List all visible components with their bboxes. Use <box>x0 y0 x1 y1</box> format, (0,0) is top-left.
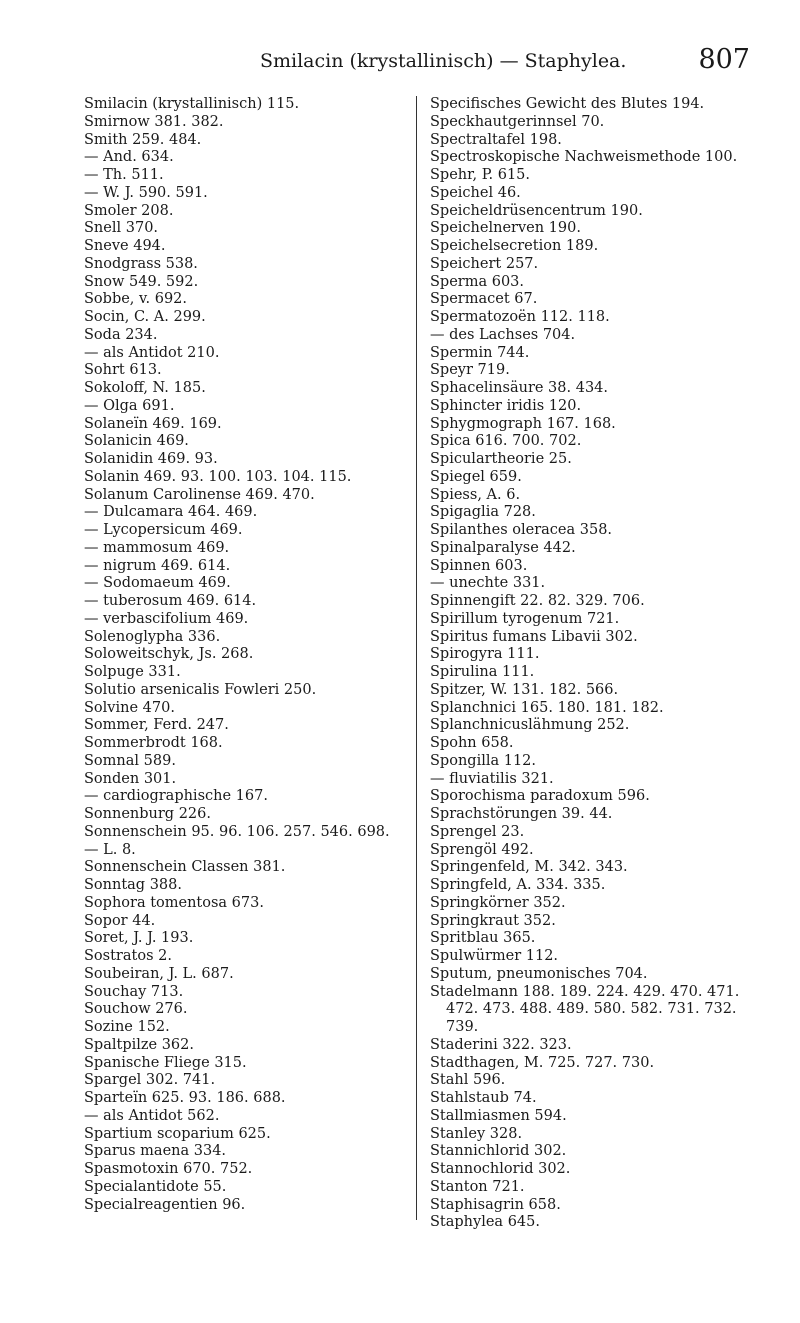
index-entry: — L. 8. <box>84 841 136 858</box>
index-entry: Spinnengift 22. 82. 329. 706. <box>430 593 645 609</box>
index-entry: Sphygmograph 167. 168. <box>430 415 616 432</box>
index-entry: Sputum, pneumonisches 704. <box>430 965 648 982</box>
index-entry: Spinnen 603. <box>430 557 528 574</box>
index-entry: — als Antidot 210. <box>84 344 220 361</box>
index-entry: Staderini 322. 323. <box>430 1036 572 1053</box>
index-entry: Spartium scoparium 625. <box>84 1125 271 1142</box>
index-entry: Spica 616. 700. 702. <box>430 433 582 450</box>
index-entry: Spirillum tyrogenum 721. <box>430 610 620 627</box>
index-entry: Spargel 302. 741. <box>84 1072 216 1089</box>
index-entry: Spritblau 365. <box>430 930 536 947</box>
index-entry: Springenfeld, M. 342. 343. <box>430 859 628 876</box>
index-entry: Speicheldrüsencentrum 190. <box>430 202 643 219</box>
index-entry: Sommerbrodt 168. <box>84 735 223 751</box>
index-entry: — Th. 511. <box>84 167 164 183</box>
index-entry: Smith 259. 484. <box>84 131 202 148</box>
index-entry: — tuberosum 469. 614. <box>84 593 257 609</box>
index-entry: Spirogyra 111. <box>430 646 540 663</box>
index-entry: Stanton 721. <box>430 1178 525 1195</box>
index-entry: Splanchnici 165. 180. 181. 182. <box>430 699 664 716</box>
index-entry: Sophora tomentosa 673. <box>84 894 264 911</box>
index-entry: — Lycopersicum 469. <box>84 522 243 538</box>
index-entry: Spirulina 111. <box>430 664 535 680</box>
index-entry: Springkörner 352. <box>430 894 566 911</box>
index-entry: Specifisches Gewicht des Blutes 194. <box>430 96 705 112</box>
index-entry: Spermin 744. <box>430 344 530 361</box>
index-entry: Spitzer, W. 131. 182. 566. <box>430 681 619 698</box>
index-entry: Sostratos 2. <box>84 948 172 964</box>
index-entry: Smilacin (krystallinisch) 115. <box>84 96 300 112</box>
index-entry: — Dulcamara 464. 469. <box>84 504 258 521</box>
index-entry: Springfeld, A. 334. 335. <box>430 877 606 893</box>
index-entry: Sokoloff, N. 185. <box>84 380 206 396</box>
index-entry: Spulwürmer 112. <box>430 948 559 964</box>
index-entry: — W. J. 590. 591. <box>84 184 208 201</box>
index-entry: — fluviatilis 321. <box>430 770 554 787</box>
index-entry: Specialantidote 55. <box>84 1178 227 1195</box>
index-entry: Somnal 589. <box>84 752 176 769</box>
index-entry: — unechte 331. <box>430 575 546 592</box>
index-entry: Soda 234. <box>84 326 158 343</box>
index-entry: Spermacet 67. <box>430 291 538 308</box>
index-entry: Solanin 469. 93. 100. 103. 104. 115. <box>84 468 352 485</box>
index-entry: Spermatozoën 112. 118. <box>430 309 610 325</box>
index-entry: Spiess, A. 6. <box>430 486 521 503</box>
index-entry: Snow 549. 592. <box>84 273 199 290</box>
index-entry: Sprachstörungen 39. 44. <box>430 806 613 822</box>
index-entry: Smoler 208. <box>84 202 174 219</box>
index-entry: Speichel 46. <box>430 184 521 201</box>
index-entry: Smirnow 381. 382. <box>84 113 224 130</box>
index-entry: Soloweitschyk, Js. 268. <box>84 646 254 663</box>
index-entry: Solanum Carolinense 469. 470. <box>84 486 315 503</box>
index-entry: Sphacelinsäure 38. 434. <box>430 380 609 396</box>
index-entry: Speichelnerven 190. <box>430 220 581 237</box>
index-entry: Spiculartheorie 25. <box>430 451 572 467</box>
index-entry: Stahlstaub 74. <box>430 1090 537 1106</box>
index-entry: Sommer, Ferd. 247. <box>84 717 229 734</box>
index-entry: Sperma 603. <box>430 273 525 290</box>
index-entry: Spilanthes oleracea 358. <box>430 522 613 538</box>
index-entry: Spectroskopische Nachweismethode 100. <box>430 149 738 166</box>
index-entry: Specialreagentien 96. <box>84 1196 246 1213</box>
index-entry: Stadthagen, M. 725. 727. 730. <box>430 1054 655 1071</box>
index-entry: Stannochlorid 302. <box>430 1161 571 1177</box>
index-entry: Sobbe, v. 692. <box>84 291 188 308</box>
index-entry: Stallmiasmen 594. <box>430 1107 567 1124</box>
index-entry: Sparteïn 625. 93. 186. 688. <box>84 1090 286 1106</box>
index-entry: Staphisagrin 658. <box>430 1196 561 1213</box>
index-entry: Spiritus fumans Libavii 302. <box>430 628 638 645</box>
index-entry: Spiegel 659. <box>430 468 522 485</box>
index-entry: Solpuge 331. <box>84 664 181 680</box>
index-entry: Sonden 301. <box>84 770 177 787</box>
index-entry: Sprengel 23. <box>430 823 525 840</box>
index-entry: Splanchnicuslähmung 252. <box>430 717 630 734</box>
column-divider <box>416 96 417 1220</box>
index-entry: Speichert 257. <box>430 255 539 272</box>
index-entry: Spanische Fliege 315. <box>84 1054 247 1071</box>
index-entry: Spinalparalyse 442. <box>430 539 576 556</box>
index-entry: Souchay 713. <box>84 983 184 1000</box>
index-entry: — verbascifolium 469. <box>84 610 249 627</box>
index-entry: Spongilla 112. <box>430 752 537 769</box>
index-entry: Sphincter iridis 120. <box>430 397 582 414</box>
index-entry: Stadelmann 188. 189. 224. 429. 470. 471. 472. 473. 488. 489. 580. 582. 731. 732. 739. <box>430 983 740 1035</box>
index-entry: Sparus maena 334. <box>84 1143 227 1160</box>
index-entry: Spehr, P. 615. <box>430 167 531 183</box>
index-entry: Solvine 470. <box>84 699 175 716</box>
index-entry: — cardiographische 167. <box>84 788 268 805</box>
index-entry: Sohrt 613. <box>84 362 162 379</box>
index-entry: Spohn 658. <box>430 735 514 751</box>
index-entry: Stahl 596. <box>430 1072 506 1089</box>
index-entry: Spaltpilze 362. <box>84 1036 194 1053</box>
index-entry: — des Lachses 704. <box>430 326 576 343</box>
index-entry: Sprengöl 492. <box>430 841 534 858</box>
index-entry: Sonnenschein 95. 96. 106. 257. 546. 698. <box>84 823 390 840</box>
index-entry: Soubeiran, J. L. 687. <box>84 965 234 982</box>
index-entry: Spigaglia 728. <box>430 504 536 521</box>
index-entry: Stanley 328. <box>430 1125 523 1142</box>
running-title: Smilacin (krystallinisch) — Staphylea. <box>260 50 627 72</box>
index-entry: Sporochisma paradoxum 596. <box>430 788 650 805</box>
index-column-right <box>430 96 760 1232</box>
index-entry: Socin, C. A. 299. <box>84 309 206 325</box>
index-entry: Snodgrass 538. <box>84 255 198 272</box>
index-entry: — als Antidot 562. <box>84 1107 220 1124</box>
index-entry: Speichelsecretion 189. <box>430 238 599 254</box>
index-entry: Soret, J. J. 193. <box>84 930 194 947</box>
index-entry: Sonnenschein Classen 381. <box>84 859 286 876</box>
index-entry: Sneve 494. <box>84 238 166 254</box>
index-entry: Spectraltafel 198. <box>430 131 562 148</box>
index-entry: Spasmotoxin 670. 752. <box>84 1161 253 1177</box>
index-entry: Sonntag 388. <box>84 877 182 893</box>
index-entry: Springkraut 352. <box>430 912 556 929</box>
page-header <box>70 44 750 89</box>
index-entry: Sonnenburg 226. <box>84 806 211 822</box>
index-entry: — Olga 691. <box>84 397 175 414</box>
index-entry: Snell 370. <box>84 220 159 237</box>
index-entry: Sopor 44. <box>84 912 156 929</box>
index-entry: Sozine 152. <box>84 1019 170 1035</box>
index-entry: — nigrum 469. 614. <box>84 557 231 574</box>
index-entry: — Sodomaeum 469. <box>84 575 231 592</box>
index-entry: Solaneïn 469. 169. <box>84 415 222 432</box>
index-entry: — And. 634. <box>84 149 174 166</box>
index-entry: Solutio arsenicalis Fowleri 250. <box>84 681 317 698</box>
index-entry: Solanidin 469. 93. <box>84 451 218 467</box>
index-entry: Speyr 719. <box>430 362 510 379</box>
index-entry: Speckhautgerinnsel 70. <box>430 113 605 130</box>
index-entry: Souchow 276. <box>84 1001 188 1018</box>
page-number: 807 <box>698 44 750 75</box>
index-entry: Staphylea 645. <box>430 1214 540 1231</box>
index-entry: Solenoglypha 336. <box>84 628 221 645</box>
index-entry: — mammosum 469. <box>84 539 230 556</box>
index-entry: Stannichlorid 302. <box>430 1143 567 1160</box>
index-column-left <box>84 96 414 1214</box>
index-entry: Solanicin 469. <box>84 433 189 450</box>
